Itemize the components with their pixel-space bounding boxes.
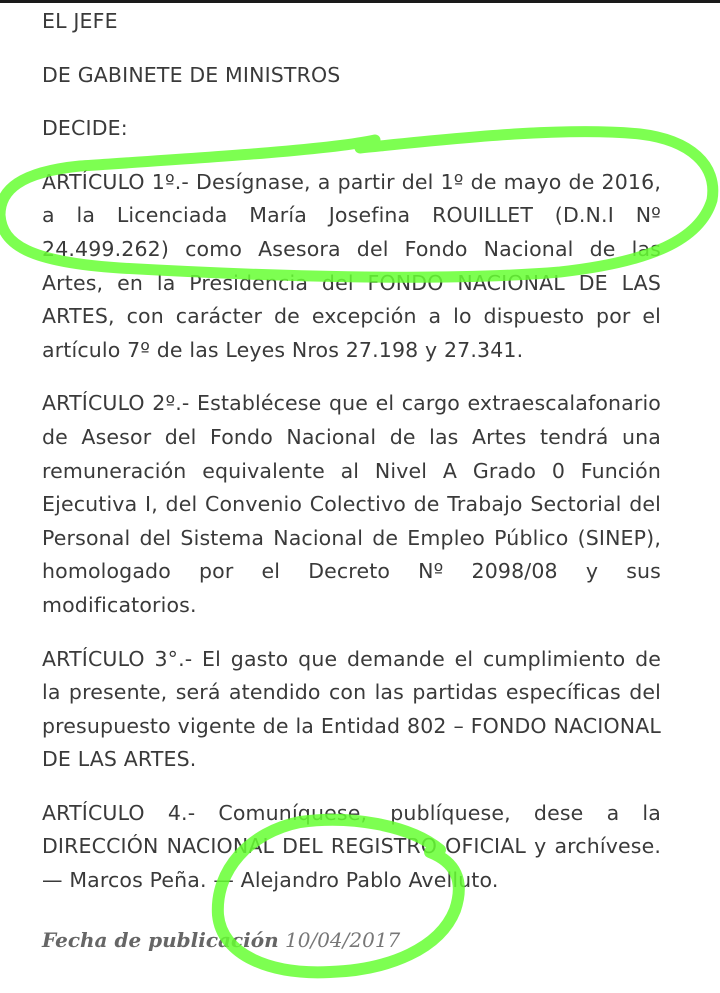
top-border [0,0,720,3]
publication-label: Fecha de publicación [42,928,279,952]
heading-line-gabinete: DE GABINETE DE MINISTROS [42,62,341,87]
document-body [42,5,661,918]
article-3: ARTÍCULO 3°.- El gasto que demande el cumplimiento de la presente, será atendido con las partidas específicas del presupuesto vigente de la Entidad 802 – FONDO NACIONAL DE LAS ARTES. [42,646,661,772]
article-1: ARTÍCULO 1º.- Desígnase, a partir del 1º de mayo de 2016, a la Licenciada María Josefina ROUILLET (D.N.I Nº 24.499.262) como Asesora del Fondo Nacional de las Artes, en la Presidencia del FONDO NACIONAL DE LAS ARTES, con carácter de excepción a lo dispuesto por el artículo 7º de las Leyes Nros 27.198 y 27.341. [42,169,661,362]
publication-date: 10/04/2017 [285,928,401,952]
article-4: ARTÍCULO 4.- Comuníquese, publíquese, dese a la DIRECCIÓN NACIONAL DEL REGISTRO OFICIAL y archívese. — Marcos Peña. — Alejandro Pablo Avelluto. [42,800,661,893]
article-2: ARTÍCULO 2º.- Establécese que el cargo extraescalafonario de Asesor del Fondo Nacional de las Artes tendrá una remuneración equivalente al Nivel A Grado 0 Función Ejecutiva I, del Convenio Colectivo de Trabajo Sectorial del Personal del Sistema Nacional de Empleo Público (SINEP), homologado por el Decreto Nº 2098/08 y sus modificatorios. [42,391,661,617]
heading-line-jefe: EL JEFE [42,9,118,33]
heading-line-decide: DECIDE: [42,116,128,141]
publication-date-line [42,924,400,956]
